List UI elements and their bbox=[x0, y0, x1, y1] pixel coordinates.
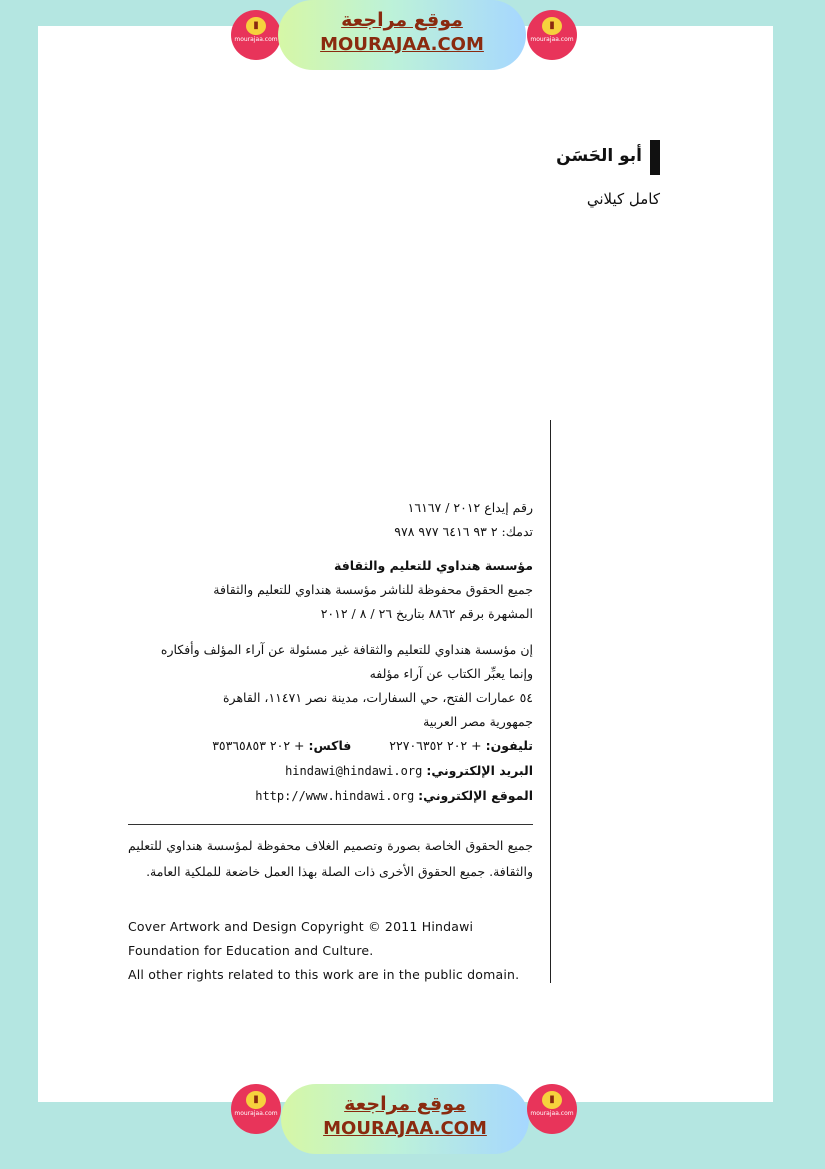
book-icon: ▮ bbox=[542, 17, 562, 35]
email-link[interactable]: hindawi@hindawi.org bbox=[285, 764, 423, 778]
watermark-badge-top-right bbox=[527, 10, 577, 60]
cover-rights-english-1: Cover Artwork and Design Copyright © 2011 Hindawi bbox=[128, 919, 474, 934]
contact-email bbox=[285, 759, 533, 783]
phone-label: تليفون: bbox=[485, 738, 533, 753]
address-line-2: جمهورية مصر العربية bbox=[423, 714, 533, 729]
watermark-latin-text: MOURAJAA.COM bbox=[323, 1118, 487, 1139]
fax-value: + ٢٠٢ ٣٥٣٦٥٨٥٣ bbox=[212, 738, 305, 753]
rights-line-2: المشهرة برقم ٨٨٦٢ بتاريخ ٢٦ / ٨ / ٢٠١٢ bbox=[320, 606, 533, 621]
email-label: البريد الإلكتروني: bbox=[426, 763, 533, 778]
divider-vertical bbox=[550, 420, 551, 983]
disclaimer-line-1: إن مؤسسة هنداوي للتعليم والثقافة غير مسئولة عن آراء المؤلف وأفكاره bbox=[160, 642, 533, 657]
watermark-arabic-text: موقع مراجعة bbox=[341, 9, 463, 31]
watermark-arabic-text: موقع مراجعة bbox=[344, 1093, 466, 1115]
phone-value: + ٢٠٢ ٢٢٧٠٦٣٥٢ bbox=[389, 738, 482, 753]
book-title: أبو الحَسَن bbox=[556, 146, 642, 166]
deposit-number: رقم إيداع ٢٠١٢ / ١٦١٦٧ bbox=[407, 500, 533, 515]
watermark-badge-bottom-left bbox=[231, 1084, 281, 1134]
badge-label: mourajaa.com bbox=[234, 1110, 278, 1117]
title-bar bbox=[650, 140, 660, 175]
contact-website bbox=[255, 784, 533, 808]
badge-label: mourajaa.com bbox=[530, 36, 574, 43]
fax-label: فاكس: bbox=[308, 738, 352, 753]
website-link[interactable]: http://www.hindawi.org bbox=[255, 789, 415, 803]
divider-horizontal bbox=[128, 824, 533, 825]
watermark-latin-text: MOURAJAA.COM bbox=[320, 34, 484, 55]
address-line-1: ٥٤ عمارات الفتح، حي السفارات، مدينة نصر ١١٤٧١، القاهرة bbox=[223, 690, 533, 705]
book-author: كامل كيلاني bbox=[586, 190, 660, 208]
website-label: الموقع الإلكتروني: bbox=[418, 788, 533, 803]
isbn: تدمك: ٢ ٩٣ ٦٤١٦ ٩٧٧ ٩٧٨ bbox=[394, 524, 533, 539]
disclaimer-line-2: وإنما يعبِّر الكتاب عن آراء مؤلفه bbox=[369, 666, 533, 681]
cover-rights-english-3: All other rights related to this work are in the public domain. bbox=[128, 967, 520, 982]
book-icon: ▮ bbox=[542, 1091, 562, 1109]
cover-rights-english-2: Foundation for Education and Culture. bbox=[128, 943, 374, 958]
badge-label: mourajaa.com bbox=[530, 1110, 574, 1117]
watermark-banner-top[interactable] bbox=[278, 0, 526, 70]
cover-rights-arabic: جميع الحقوق الخاصة بصورة وتصميم الغلاف محفوظة لمؤسسة هنداوي للتعليم والثقافة. جميع الحقوق الأخرى ذات الصلة بهذا العمل خاضعة للملكية العامة. bbox=[128, 838, 533, 879]
rights-line-1: جميع الحقوق محفوظة للناشر مؤسسة هنداوي للتعليم والثقافة bbox=[213, 582, 533, 597]
book-icon: ▮ bbox=[246, 1091, 266, 1109]
watermark-banner-bottom[interactable] bbox=[281, 1084, 529, 1154]
book-icon: ▮ bbox=[246, 17, 266, 35]
watermark-badge-bottom-right bbox=[527, 1084, 577, 1134]
watermark-badge-top-left bbox=[231, 10, 281, 60]
badge-label: mourajaa.com bbox=[234, 36, 278, 43]
foundation-name: مؤسسة هنداوي للتعليم والثقافة bbox=[334, 558, 533, 573]
contact-phone-fax bbox=[212, 734, 533, 758]
